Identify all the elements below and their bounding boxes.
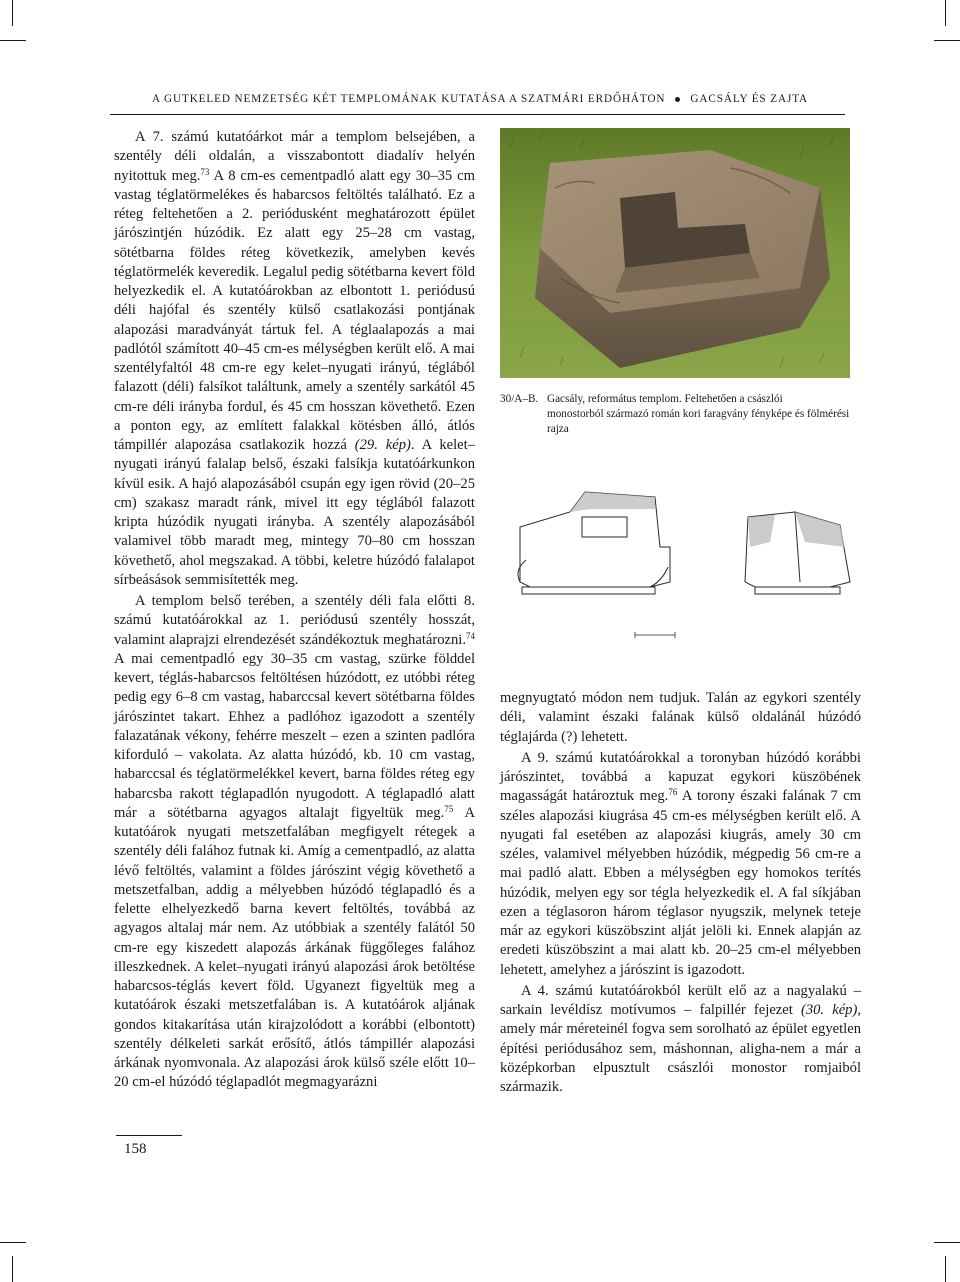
figure-ref: (30. kép)	[800, 1002, 858, 1018]
figure-caption	[500, 392, 850, 438]
text-run: A mai cementpadló egy 30–35 cm vastag, szürke földdel kevert, téglás-habarcsos feltöltésen húzódott, ez utóbbi réteg pedig egy 6–8 cm vastag, habarccsal kevert sötétbarna földes járószintet takart. Ehhez a padlóhoz igazodott a szentély falazatának vékony, fehérre meszelt – ezen a szinten padlóra kiforduló – vakolata. Az alatta húzódó, kb. 10 cm vastag, habarccsal és téglatörmelékkel kevert, barna földes réteg egy habarcsba rakott téglapadlón nyugodott. A téglapadló alatt már a sötétbarna agyagos altalajt figyeltük meg.	[114, 650, 475, 821]
text-run: . A kelet–nyugati irányú falalap belső, északi falsíkja kutatóárkunkon kívül esik. A hajó alapozásából csupán egy igen rövid (20–25 cm) szakasz maradt ránk, mivel itt egy téglából falazott kripta húzódik nyugati irányba. A szentély alapozásából valamivel több maradt meg, mintegy 70–80 cm hosszan követhető, ahol megszakad. A többi, keletre húzódó falalapot sírbeásások semmisítették meg.	[114, 437, 475, 588]
figure-caption-line: Gacsály, református templom. Feltehetően a császlói	[547, 393, 783, 405]
text-run: A 7. számú kutatóárkot már a templom belsejében, a szentély déli oldalán, a visszabontott diadalív helyén nyitottuk meg.	[114, 129, 475, 184]
left-column	[114, 128, 475, 1093]
running-head-title: A GUTKELED NEMZETSÉG KÉT TEMPLOMÁNAK KUTATÁSA A SZATMÁRI ERDŐHÁTON	[151, 93, 666, 105]
footer-rule	[116, 1135, 182, 1136]
footnote-ref: 75	[444, 803, 454, 814]
figure-photo	[500, 128, 850, 378]
crop-mark-top-left	[12, 0, 13, 26]
footnote-ref: 76	[668, 787, 678, 798]
crop-mark-top-right-h	[934, 40, 960, 41]
running-head	[110, 93, 850, 105]
footnote-ref: 74	[466, 630, 475, 641]
text-run: megnyugtató módon nem tudjuk. Talán az egykori szentély déli, valamint északi falának külső oldalánál húzódó téglajárda (?) lehetett.	[500, 690, 861, 745]
paragraph	[500, 749, 861, 980]
figure-drawing	[500, 487, 860, 647]
figure-ref: (29. kép)	[354, 437, 411, 453]
running-head-subtitle: GACSÁLY ÉS ZAJTA	[690, 93, 809, 105]
footnote-ref: 73	[200, 166, 210, 177]
crop-mark-bottom-left	[12, 1256, 13, 1282]
right-column	[500, 689, 861, 1097]
text-run: A 8 cm-es cementpadló alatt egy 30–35 cm vastag téglatörmelékes és habarcsos feltöltés található. Ez a réteg feltehetően a 2. periódusként meghatározott épület járószintjén húzódik. Ez alatt egy 25–28 cm vastag, sötétbarna földes réteg következik, amelyben kevés téglatörmelék keveredik. Legalul pedig sötétbarna kevert föld helyezkedik el. A kutatóárokban az elbontott 1. periódusú déli hajófal és szentély külső csatlakozási pontjának alapozási maradványát tártuk fel. A téglaalapozás a mai padlótól számított 40–45 cm-es mélységben került elő. A mai szentélyfaltól 48 cm-re egy kelet–nyugati irányú, téglából falazott (déli) falsíkot találtunk, amely a szentély sarkától 45 cm-re déli irányba fordul, és 45 cm hosszan követhető. Ezen a ponton egy, az említett falakkal kötésben álló, átlós támpillér alapozása csatlakozik hozzá	[114, 167, 475, 453]
crop-mark-bottom-left-h	[0, 1242, 26, 1243]
figure-number: 30/A–B.	[500, 393, 539, 405]
paragraph	[500, 982, 861, 1098]
paragraph	[500, 689, 861, 747]
bullet-icon	[675, 97, 680, 102]
text-run: A torony északi falának 7 cm széles alapozási kiugrása 45 cm-es mélységben került elő. A nyugati fal esetében az alapozási kiugrás, amely 30 cm széles, valamivel mélyebben húzódik, mégpedig 56 cm-re a mai padló alatt. Ebben a mélységben egy homokos terítés húzódik, melyen egy sor tégla helyezkedik el. A fal síkjában ezen a téglasoron három téglasor nyugszik, melynek teteje már az egykori küszöbszint alját jelöli ki. Ennek alapján az eredeti küszöbszint a mai alatt kb. 20–25 cm-el mélyebben lehetett, amelyhez a járószint is igazodott.	[500, 788, 862, 978]
crop-mark-top-left-h	[0, 40, 26, 41]
text-run: A templom belső terében, a szentély déli fala előtti 8. számú kutatóárokkal az 1. periódusú szentély hosszát, valamint alaprajzi elrendezését szándékoztuk meghatározni.	[114, 593, 475, 648]
page-number: 158	[124, 1141, 147, 1157]
crop-mark-top-right	[945, 0, 946, 26]
text-run: A kutatóárok nyugati metszetfalában megfigyelt rétegek a szentély déli falához futnak ki. Amíg a cementpadló, az alatta lévő feltöltés, valamint a földes járószint végig követhető a metszetfalban, addig a mélyebben húzódó téglapadló és a felette elhelyezkedő barna kevert feltöltés, továbbá az agyagos altalaj már nem. Az utóbbiak a szentély falától 50 cm-re egy kiszedett alapozás árkának függőleges falához illeszkednek. A kelet–nyugati irányú alapozási árok betöltése habarcsos-téglás kevert föld. Ugyanezt figyeltük meg a kutatóárok északi metszetfalában is. A kutatóárok aljának gondos kitakarítása után kirajzolódott a korábbi (elbontott) szentély délkeleti sarkát erősítő, átlós támpillér alapozási árkának nyomvonala. Az alapozási árok külső széle előtt 10–20 cm-el húzódó téglapadlót megmagyarázni	[114, 804, 475, 1091]
header-rule	[110, 114, 845, 115]
crop-mark-bottom-right-h	[934, 1242, 960, 1243]
paragraph	[114, 592, 475, 1093]
text-run: A 9. számú kutatóárokkal a toronyban húzódó korábbi járószintet, továbbá a kapuzat egykori küszöbének magasságát határoztuk meg.	[500, 749, 861, 805]
crop-mark-bottom-right	[945, 1256, 946, 1282]
text-run: , amely már méreteinél fogva sem sorolható az épület egyetlen építési periódusához sem, máshonnan, aligha-nem a már a középkorban elpusztult császlói monostor romjaiból származik.	[500, 1002, 861, 1095]
figure-caption-continuation: monostorból származó román kori faragvány fényképe és fölmérési rajza	[547, 408, 850, 436]
text-run: A 4. számú kutatóárokból került elő az a nagyalakú – sarkain levéldísz motívumos – falpillér fejezet	[500, 982, 861, 1018]
paragraph	[114, 128, 475, 590]
